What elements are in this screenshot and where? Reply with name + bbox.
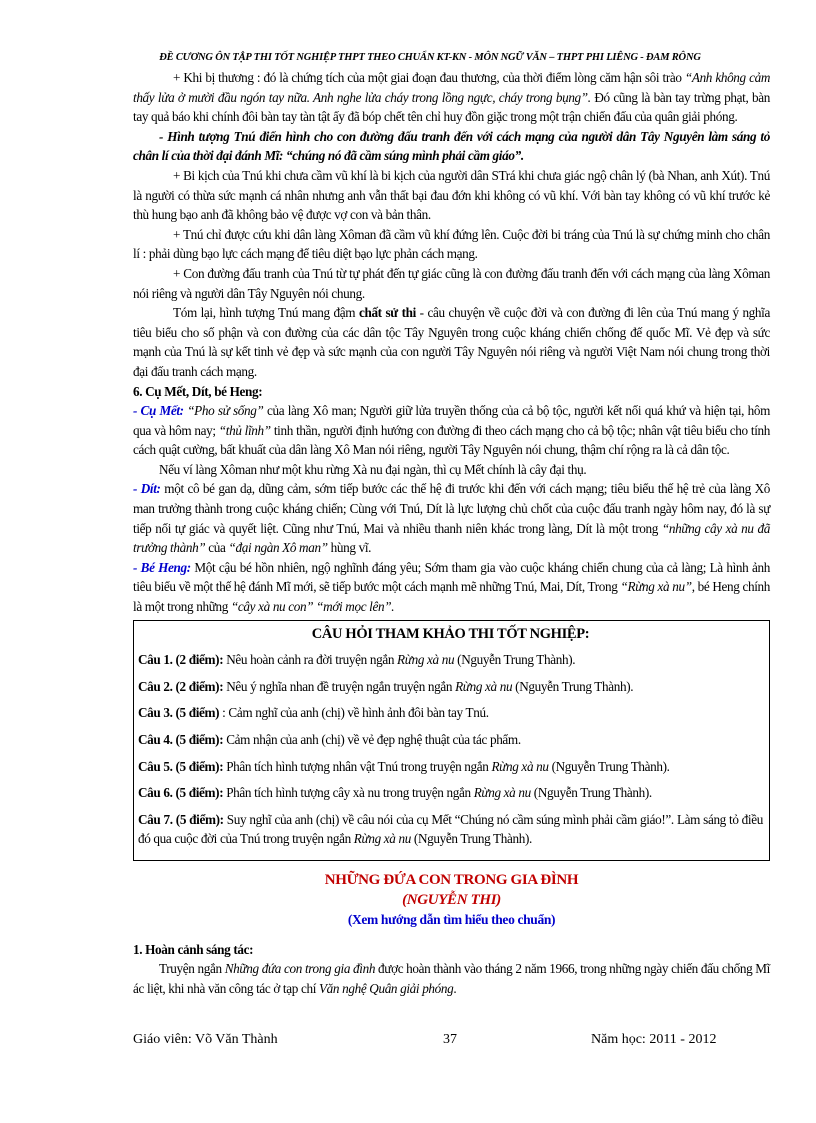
tnu-typical-heading: - Hình tượng Tnú điển hình cho con đường đấu tranh đến với cách mạng của người dân Tây Nguyên làm sáng tỏ chân lí của thời đại đánh Mĩ: “chúng nó đã cầm súng mình phải cầm giáo”. bbox=[133, 128, 770, 164]
section-note: (Xem hướng dẫn tìm hiểu theo chuẩn) bbox=[347, 912, 556, 928]
footer-teacher: Giáo viên: Võ Văn Thành bbox=[133, 1032, 278, 1047]
question-item: Câu 3. (5 điểm) : Cảm nghĩ của anh (chị) về hình ảnh đôi bàn tay Tnú. bbox=[138, 705, 489, 721]
question-item: Câu 6. (5 điểm): Phân tích hình tượng cây xà nu trong truyện ngắn Rừng xà nu (Nguyễn Trung Thành). bbox=[138, 785, 652, 801]
dit-label: - Dít: bbox=[133, 481, 161, 497]
paragraph-context: Truyện ngắn Những đứa con trong gia đình được hoàn thành vào tháng 2 năm 1966, trong những ngày chiến đấu chống Mĩ ác liệt, khi nhà văn công tác ở tạp chí Văn nghệ Quân giải phóng. bbox=[133, 961, 770, 996]
paragraph-summary: Tóm lại, hình tượng Tnú mang đậm chất sử thi - câu chuyện về cuộc đời và con đường đi lên của Tnú mang ý nghĩa tiêu biểu cho số phận và con đường của các dân tộc Tây Nguyên trong cuộc kháng chiến chống đế quốc Mĩ. Vẻ đẹp và sức mạnh của Tnú là sự kết tinh vẻ đẹp và sức mạnh của con người Tây Nguyên nói riêng và người Việt Nam nói chung trong thời đại đấu tranh cách mạng. bbox=[133, 305, 770, 379]
footer-page-number: 37 bbox=[443, 1032, 457, 1047]
page-header: ĐỀ CƯƠNG ÔN TẬP THI TỐT NGHIỆP THPT THEO CHUẨN KT-KN - MÔN NGỮ VĂN – THPT PHI LIÊNG - ĐAM RÔNG bbox=[159, 52, 701, 63]
paragraph-tragedy: + Bi kịch của Tnú khi chưa cầm vũ khí là bi kịch của người dân STrá khi chưa giác ngộ chân lý (bà Nhan, anh Xút). Tnú là người có thừa sức mạnh cá nhân nhưng anh vẫn thất bại đau đớn khi không có vũ khí. Với bàn tay không có vũ khí trước kẻ thù hung bạo anh đã không bảo vệ được vợ con và bản thân. bbox=[133, 167, 770, 223]
question-item: Câu 5. (5 điểm): Phân tích hình tượng nhân vật Tnú trong truyện ngắn Rừng xà nu (Nguyễn Trung Thành). bbox=[138, 758, 670, 774]
section-1-title: 1. Hoàn cảnh sáng tác: bbox=[133, 941, 254, 957]
paragraph-be-heng: - Bé Heng: Một cậu bé hồn nhiên, ngộ nghĩnh đáng yêu; Sớm tham gia vào cuộc kháng chiến chung của cả làng; Là hình ảnh tiêu biểu về một thế hệ đánh Mĩ mới, sẽ tiếp bước một cách mạnh mẽ những Tnú, Mai, Dít, Trong “Rừng xà nu”, bé Heng chính là một trong những “cây xà nu con” “mới mọc lên”. bbox=[133, 559, 771, 615]
question-item: Câu 4. (5 điểm): Cảm nhận của anh (chị) về vẻ đẹp nghệ thuật của tác phẩm. bbox=[138, 732, 521, 747]
paragraph-cu-met: - Cụ Mết: “Pho sử sống” của làng Xô man; Người giữ lửa truyền thống của cả bộ tộc, người kết nối quá khứ và hiện tại, hôm qua và hôm nay; “thủ lĩnh” tinh thần, người định hướng con đường đi theo cách mạng cho cả bộ tộc; nhân vật tiêu biểu cho tính cách quật cường, bất khuất của dân làng Xô Man nói riêng, người Tây Nguyên nói chung, thậm chí rộng ra là cả dân tộc. bbox=[133, 403, 770, 458]
paragraph-wounded-hands: + Khi bị thương : đó là chứng tích của một giai đoạn đau thương, của thời điểm lòng căm hận sôi trào “Anh không cảm thấy lửa ở mười đầu ngón tay nữa. Anh nghe lửa cháy trong lồng ngực, cháy trong bụng”. Đó cũng là bàn tay trừng phạt, bàn tay quả báo khi chính đôi bàn tay tàn tật ấy đã bóp chết tên chỉ huy đồn giặc trong một trận chiến đấu của quân giải phóng. bbox=[133, 70, 770, 125]
question-item: Câu 1. (2 điểm): Nêu hoàn cảnh ra đời truyện ngắn Rừng xà nu (Nguyễn Trung Thành). bbox=[138, 652, 576, 668]
paragraph-struggle-path: + Con đường đấu tranh của Tnú từ tự phát đến tự giác cũng là con đường đấu tranh đến với cách mạng của làng Xôman nói riêng và người dân Tây Nguyên nói chung. bbox=[133, 265, 770, 301]
reference-questions-box bbox=[133, 620, 770, 861]
document-body bbox=[133, 68, 770, 999]
paragraph-dit: - Dít: một cô bé gan dạ, dũng cảm, sớm tiếp bước các thế hệ đi trước khi đến với cách mạng; tiêu biểu thế hệ trẻ của làng Xô man trưởng thành trong cuộc kháng chiến; Cùng với Tnú, Dít là lực lượng chủ chốt của cuộc đấu tranh ngày hôm nay, đó là sự tiếp nối tự giác và quyết liệt. Cũng như Tnú, Mai và nhiều thanh niên khác trong làng, Dít là một trong “những cây xà nu đã trưởng thành” của “đại ngàn Xô man” hùng vĩ. bbox=[133, 481, 770, 556]
paragraph-rescued: + Tnú chỉ được cứu khi dân làng Xôman đã cầm vũ khí đứng lên. Cuộc đời bi tráng của Tnú là sự chứng minh cho chân lí : phải dùng bạo lực cách mạng để tiêu diệt bạo lực phản cách mạng. bbox=[133, 226, 770, 262]
cu-met-label: - Cụ Mết: bbox=[133, 403, 184, 419]
question-item: Câu 2. (2 điểm): Nêu ý nghĩa nhan đề truyện ngắn truyện ngắn Rừng xà nu (Nguyễn Trung Thành). bbox=[138, 678, 634, 694]
section-title: NHỮNG ĐỨA CON TRONG GIA ĐÌNH bbox=[324, 871, 579, 888]
paragraph-cu-met-tree: Nếu ví làng Xôman như một khu rừng Xà nu đại ngàn, thì cụ Mết chính là cây đại thụ. bbox=[159, 461, 587, 477]
be-heng-label: - Bé Heng: bbox=[133, 559, 191, 575]
footer-school-year: Năm học: 2011 - 2012 bbox=[591, 1032, 717, 1047]
section-author: (NGUYỄN THI) bbox=[402, 891, 501, 908]
section-6-title: 6. Cụ Mết, Dít, bé Heng: bbox=[133, 383, 263, 399]
questions-title: CÂU HỎI THAM KHẢO THI TỐT NGHIỆP: bbox=[311, 625, 590, 642]
question-item: Câu 7. (5 điểm): Suy nghĩ của anh (chị) về câu nói của cụ Mết “Chúng nó cầm súng mình phải cầm giáo!”. Làm sáng tỏ điều đó qua cuộc đời của Tnú trong truyện ngắn Rừng xà nu (Nguyễn Trung Thành). bbox=[138, 811, 763, 847]
